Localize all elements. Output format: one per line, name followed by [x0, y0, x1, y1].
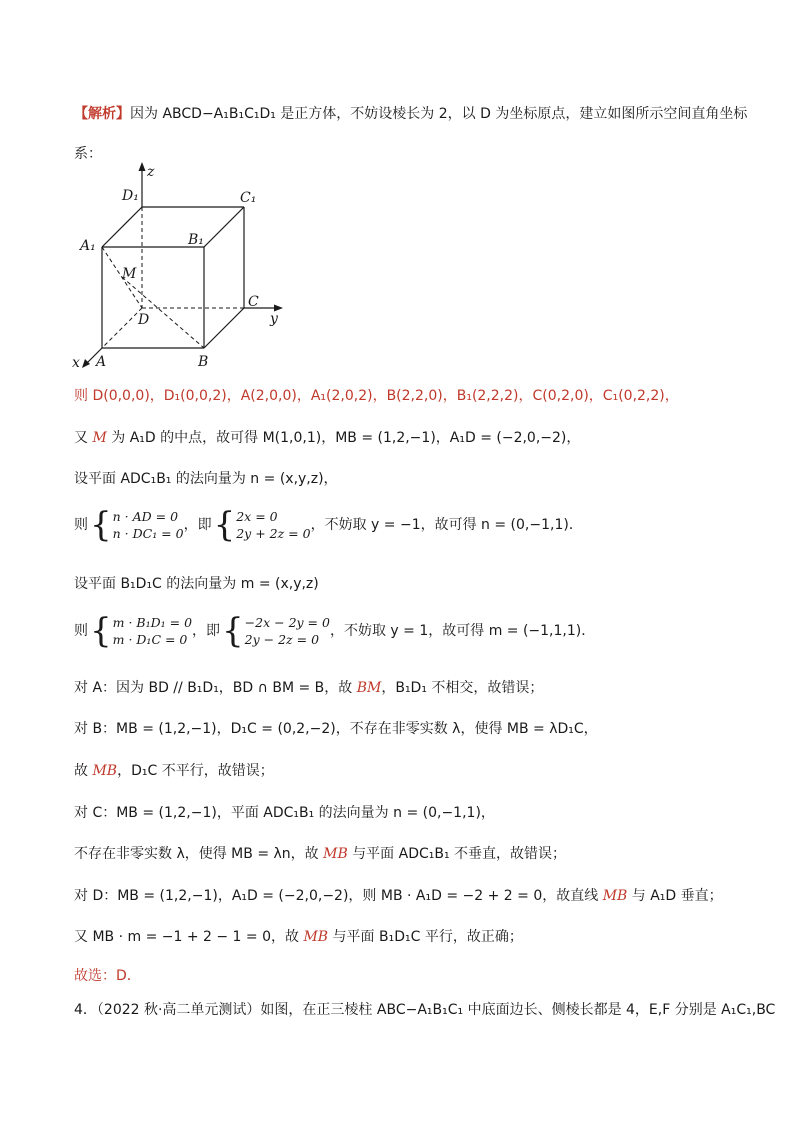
plane1-system-line — [74, 505, 734, 552]
option-a-bm: BM — [356, 680, 382, 696]
plane1-system-1 — [113, 508, 184, 542]
edge-b1-c1 — [204, 207, 244, 247]
plane1-ji: ，即 — [183, 517, 212, 533]
option-d2-post: 与平面 B₁D₁C 平行，故正确； — [328, 929, 523, 945]
option-d-line — [74, 886, 734, 906]
label-a1: A₁ — [80, 238, 96, 254]
option-d-pre: 对 D：MB = (1,2,−1)，A₁D = (−2,0,−2)，则 MB · A₁D = −2 + 2 = 0，故直线 — [74, 888, 603, 904]
analysis-intro-text: 因为 ABCD−A₁B₁C₁D₁ 是正方体，不妨设棱长为 2，以 D 为坐标原点，建立如图所示空间直角坐标 — [130, 106, 748, 122]
option-c-line: 对 C：MB = (1,2,−1)，平面 ADC₁B₁ 的法向量为 n = (0,−1,1)， — [74, 805, 495, 821]
analysis-tag: 【解析】 — [74, 106, 130, 122]
plane2-then: 则 — [74, 623, 88, 639]
x-axis-arrow — [82, 359, 90, 368]
coordinates-line: 则 D(0,0,0)，D₁(0,0,2)，A(2,0,0)，A₁(2,0,2)，B(2,2,0)，B₁(2,2,2)，C(0,2,0)，C₁(0,2,2)， — [74, 388, 679, 404]
option-b-line: 对 B：MB = (1,2,−1)，D₁C = (0,2,−2)，不存在非零实数 λ，使得 MB = λD₁C， — [74, 721, 598, 737]
option-b2-mb: MB — [92, 763, 118, 779]
edge-b-c — [204, 308, 244, 348]
plane1-intro-line: 设平面 ADC₁B₁ 的法向量为 n = (x,y,z)， — [74, 471, 338, 487]
option-c-conclusion-line — [74, 844, 734, 864]
plane2-brace-1: { — [90, 611, 112, 651]
label-x: x — [72, 355, 80, 371]
label-c: C — [248, 294, 259, 310]
plane1-eq-a: 2x = 0 — [236, 509, 278, 524]
option-b2-pre: 故 — [74, 763, 93, 779]
option-d-post: 与 A₁D 垂直； — [627, 888, 723, 904]
plane2-ji: ，即 — [192, 623, 221, 639]
question-4-line: 4．（2022 秋·高二单元测试）如图，在正三棱柱 ABC−A₁B₁C₁ 中底面边长、侧棱长都是 4，E,F 分别是 A₁C₁,BC — [74, 1002, 776, 1018]
midpoint-point-m: M — [92, 430, 107, 446]
hidden-edge-d-a — [102, 308, 142, 348]
plane1-eq-b: 2y + 2z = 0 — [236, 526, 311, 541]
option-d2-mb: MB — [303, 929, 329, 945]
plane2-system-line — [74, 611, 734, 658]
plane1-brace-1: { — [90, 505, 112, 545]
label-a: A — [96, 354, 107, 370]
midpoint-line — [74, 428, 734, 448]
analysis-intro-line-1 — [74, 104, 748, 124]
plane1-then: 则 — [74, 517, 88, 533]
plane2-intro-line: 设平面 B₁D₁C 的法向量为 m = (x,y,z) — [74, 576, 319, 592]
plane1-sys-b: n · DC₁ = 0 — [112, 526, 184, 541]
option-d-mb: MB — [602, 888, 628, 904]
analysis-intro-line-2: 系： — [74, 146, 102, 162]
hidden-seg-m-b — [122, 277, 204, 348]
label-d: D — [138, 312, 150, 328]
answer-line: 故选：D． — [74, 968, 141, 984]
label-b: B — [198, 354, 209, 370]
label-c1: C₁ — [240, 190, 257, 206]
label-b1: B₁ — [188, 232, 204, 248]
label-m: M — [122, 266, 137, 282]
label-d1: D₁ — [122, 188, 139, 204]
edge-a1-d1 — [102, 207, 142, 247]
plane2-sys-a: m · B₁D₁ = 0 — [112, 615, 193, 630]
plane2-brace-2: { — [222, 611, 244, 651]
plane2-system-1 — [113, 614, 192, 648]
midpoint-pre: 又 — [74, 430, 93, 446]
plane1-sys-a: n · AD = 0 — [112, 509, 179, 524]
midpoint-post: 为 A₁D 的中点，故可得 M(1,0,1)，MB = (1,2,−1)，A₁D = (−2,0,−2)， — [106, 430, 581, 446]
label-z: z — [147, 164, 155, 180]
option-c2-pre: 不存在非零实数 λ，使得 MB = λn，故 — [74, 846, 324, 862]
plane2-result: ，不妨取 y = 1，故可得 m = (−1,1,1)． — [329, 623, 596, 639]
option-d2-pre: 又 MB · m = −1 + 2 − 1 = 0，故 — [74, 929, 304, 945]
option-c2-mb: MB — [323, 846, 348, 862]
option-a-line — [74, 678, 734, 698]
cube-figure — [70, 160, 300, 372]
option-b-conclusion-line — [74, 761, 734, 781]
option-c2-post: 与平面 ADC₁B₁ 不垂直，故错误； — [347, 846, 567, 862]
plane2-sys-b: m · D₁C = 0 — [112, 632, 188, 647]
plane1-result: ，不妨取 y = −1，故可得 n = (0,−1,1)． — [310, 517, 583, 533]
option-d-conclusion-line — [74, 927, 734, 947]
option-b2-post: ，D₁C 不平行，故错误； — [117, 763, 274, 779]
plane2-eq-a: −2x − 2y = 0 — [244, 615, 330, 630]
option-a-post: ，B₁D₁ 不相交，故错误； — [381, 680, 544, 696]
label-y: y — [270, 311, 278, 327]
plane1-system-2 — [236, 508, 310, 542]
plane2-system-2 — [245, 614, 330, 648]
z-axis-arrow — [139, 162, 146, 171]
option-a-pre: 对 A：因为 BD // B₁D₁，BD ∩ BM = B，故 — [74, 680, 357, 696]
plane2-eq-b: 2y − 2z = 0 — [244, 632, 320, 647]
plane1-brace-2: { — [213, 505, 236, 545]
